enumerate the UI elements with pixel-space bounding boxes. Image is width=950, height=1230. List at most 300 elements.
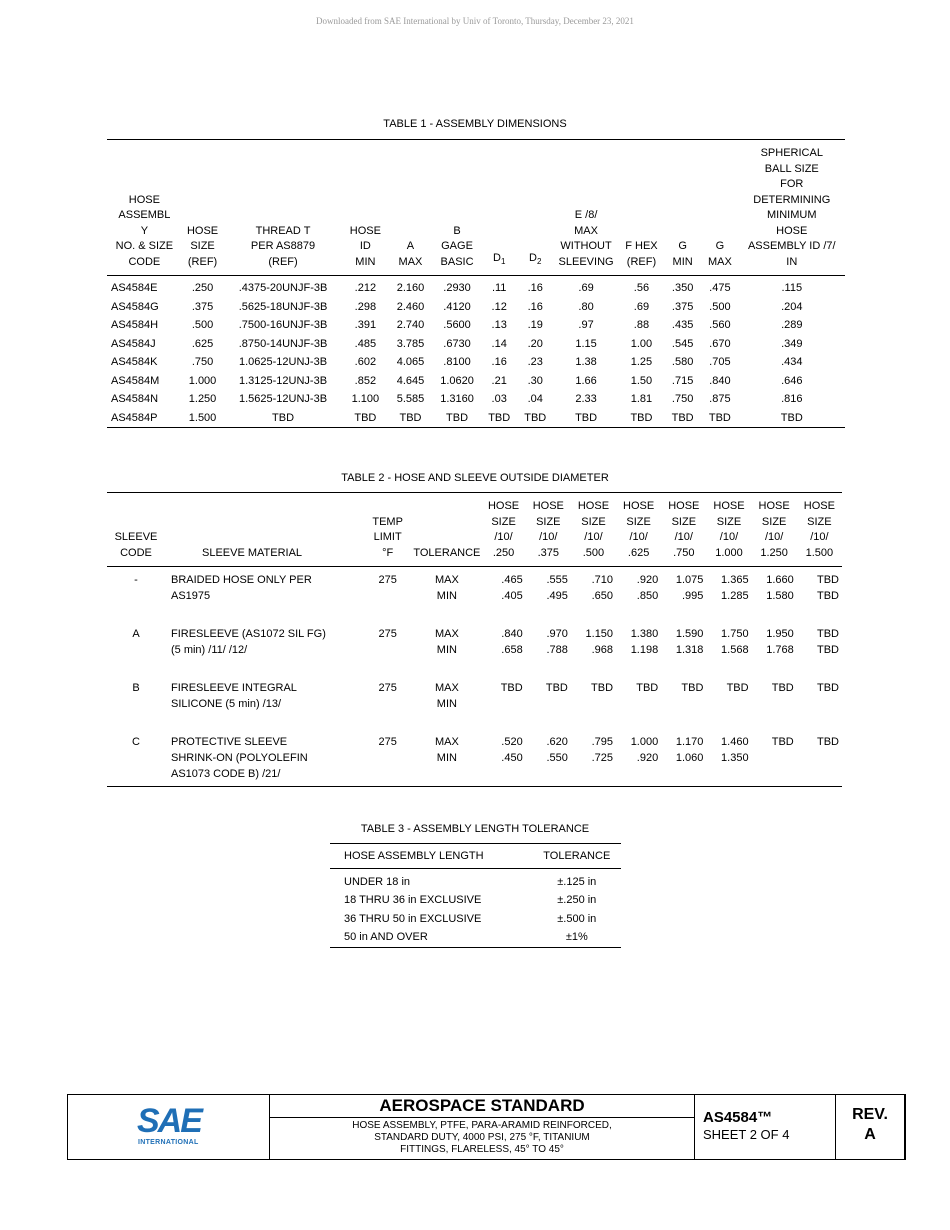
cell-line: MIN [436,698,457,710]
table-cell [571,621,616,675]
cell-line: 1.075 [675,574,704,586]
table-cell: 1.5625-12UNJ-3B [238,393,328,405]
table-cell: ±.500 in [557,912,597,925]
header-text: DETERMINING [753,193,831,206]
header-text: SIZE [581,515,606,528]
table-row [107,353,845,372]
cell-line: 1.170 [675,736,704,748]
cell-line: 1.380 [630,628,659,640]
cell-line: TBD [817,574,839,586]
cell-line: TBD [817,590,839,602]
table-row [107,567,842,622]
table-cell: .852 [354,374,377,387]
table-row [330,928,621,947]
cell-line: .968 [591,644,614,656]
cell-line: MAX [434,682,459,694]
table-cell: .12 [491,300,507,313]
cell-line: .995 [681,590,704,602]
cell-line: .788 [546,644,568,656]
header-text: HOSE [128,193,160,206]
table-cell [526,567,571,622]
header-text: .625 [627,546,650,559]
cell-line: TBD [681,682,704,694]
table-cell: TBD [671,411,694,424]
table-cell: 275 [378,574,397,586]
header-text: °F [382,546,394,559]
cell-line: .710 [591,574,614,586]
table-cell: 2.460 [396,300,425,313]
table1-header-cell [553,140,619,276]
table-cell [526,675,571,729]
header-text: HOSE [577,500,610,512]
table2-title: TABLE 2 - HOSE AND SLEEVE OUTSIDE DIAMETER [341,472,609,484]
table1-header-cell [701,140,738,276]
document-number-cell [695,1095,836,1159]
header-text: F HEX [625,240,658,252]
cell-line: TBD [591,682,614,694]
table-cell [752,729,797,787]
table1-header-cell [388,140,433,276]
table-cell: 1.0625-12UNJ-3B [238,356,328,368]
cell-line: TBD [817,644,839,656]
table-cell: .500 [191,319,214,331]
table1-header-cell [664,140,701,276]
header-text: SLEEVING [558,255,614,268]
table-cell: .298 [354,300,377,313]
table-cell: .485 [354,337,377,350]
cell-line: .555 [546,574,568,586]
header-text: ASSEMBLY ID /7/ [747,240,836,252]
cell-line: .450 [501,752,523,764]
header-text: B [453,224,461,237]
table-cell: AS4584E [111,282,158,294]
sheet-number: SHEET 2 OF 4 [703,1127,790,1142]
header-text: SIZE [761,515,787,528]
table-cell: .212 [354,282,377,294]
table-cell: TBD [630,411,653,424]
table-row [107,276,845,298]
table2-header-cell [571,493,616,567]
table-cell: .4375-20UNJF-3B [238,282,328,294]
header-text: .500 [582,546,605,559]
cell-line: .658 [501,644,523,656]
header-tolerance: TOLERANCE [543,850,611,862]
header-text: HOSE [623,500,655,512]
table-cell [706,729,751,787]
cell-line: 1.365 [721,574,749,586]
table1-header-cell [481,140,517,276]
table-cell: .840 [709,374,731,387]
table-cell [481,729,525,787]
header-text: MINIMUM [767,209,817,221]
table-cell [571,567,616,622]
table-cell [706,567,751,622]
table-cell [481,567,525,622]
table-cell: UNDER 18 in [344,876,411,888]
table-cell: .560 [709,319,731,331]
table-cell: B [132,682,140,694]
table1-header-cell [517,140,553,276]
cell-line: .850 [636,590,659,602]
cell-line: 1.590 [675,628,704,640]
cell-line: MAX [434,736,459,748]
header-text: LIMIT [373,531,402,543]
cell-line: .920 [636,752,659,764]
header-text: HOSE [532,500,564,512]
cell-line: AS1975 [170,590,211,602]
table-row [107,372,845,391]
header-text: /10/ [764,531,784,543]
cell-line: 1.198 [630,644,659,656]
cell-line: .725 [591,752,614,764]
header-text: /10/ [494,531,513,543]
header-text: THREAD T [255,224,311,237]
table-cell: .475 [709,282,731,294]
cell-line: .550 [546,752,568,764]
table-cell: .5625-18UNJF-3B [238,300,328,313]
cell-line: 1.285 [721,590,749,602]
table-cell: TBD [272,411,295,424]
header-text: HOSE [186,224,219,237]
table-cell: AS4584K [111,356,158,368]
header-text: SIZE [491,515,516,528]
cell-line: TBD [726,682,749,694]
table-cell [797,729,842,787]
table-cell: 1.100 [351,393,380,405]
table1-header-cell [182,140,224,276]
table-cell [661,567,706,622]
cell-line: MAX [434,574,459,586]
header-text: CODE [128,255,161,268]
table-cell: A [132,628,140,640]
cell-line: .795 [591,736,614,748]
table-cell: .88 [633,319,650,331]
table-cell: .580 [671,356,694,368]
document-number: AS4584™ [703,1109,773,1126]
table-cell: .16 [527,300,543,313]
cell-line: PROTECTIVE SLEEVE [170,736,288,748]
cell-line: TBD [545,682,568,694]
revision-value: A [864,1126,876,1143]
table-cell: .16 [491,356,507,368]
table-cell [616,621,661,675]
cell-line: 1.318 [675,644,704,656]
cell-line: TBD [817,736,839,748]
header-text: 1.500 [805,546,834,559]
table2-header-cell [107,493,165,567]
header-text: TOLERANCE [413,546,481,559]
header-text: .750 [673,546,695,559]
table-cell: .13 [491,319,507,331]
table-row [107,335,845,354]
cell-line: TBD [771,682,794,694]
cell-line: TBD [500,682,523,694]
cell-line: 1.580 [766,590,794,602]
header-text: SIZE [671,515,697,528]
table-row [107,298,845,317]
table-cell: TBD [708,411,731,424]
table-cell: .8100 [443,356,471,368]
table-cell: .705 [709,356,731,368]
table-cell: .875 [709,393,731,405]
table-cell: 1.50 [630,374,653,387]
table-row [330,869,621,892]
cell-line: .620 [546,736,568,748]
table-cell [165,729,363,787]
table-cell: 5.585 [396,393,425,405]
table-cell [165,567,363,622]
header-text: HOSE [803,500,835,512]
sae-logo [68,1095,270,1159]
header-text: /10/ [584,531,603,543]
title-block [67,1094,906,1160]
table1-header-cell [343,140,388,276]
table-cell: TBD [446,411,469,424]
cell-line: 1.350 [721,752,749,764]
table3-title: TABLE 3 - ASSEMBLY LENGTH TOLERANCE [360,823,590,835]
table-cell: 1.3160 [440,393,474,405]
header-text: A [406,240,415,252]
table-cell: .350 [671,282,694,294]
table-cell: .21 [491,374,507,387]
table-cell: .602 [354,356,377,368]
header-subscript: 1 [500,257,506,267]
table-cell: 275 [378,736,397,748]
cell-line: 1.000 [630,736,659,748]
table-cell: ±.125 in [557,876,597,888]
cell-line: 1.660 [766,574,794,586]
header-text: SIZE [626,515,651,528]
table-row [330,910,621,928]
header-text: SIZE [716,515,742,528]
table-cell [165,675,363,729]
table-cell [661,675,706,729]
cell-line: FIRESLEEVE (AS1072 SIL FG) [170,628,326,640]
table1-header-cell [107,140,182,276]
header-text: MAX [707,255,732,268]
table-cell [616,675,661,729]
table-row [107,316,845,335]
header-text: IN [786,255,798,268]
header-text: ASSEMBL [118,209,171,221]
table-cell: .250 [191,282,214,294]
cell-line: 1.460 [721,736,749,748]
table-cell: .204 [781,300,803,313]
table-cell: 1.15 [575,337,597,350]
table-cell: 50 in AND OVER [344,931,428,944]
header-text: /10/ [674,531,693,543]
table-cell: AS4584G [111,300,159,313]
header-text: HOSE [349,224,381,237]
table-cell: AS4584J [111,337,156,350]
header-text: (REF) [268,255,298,268]
download-watermark: Downloaded from SAE International by Univ of Toronto, Thursday, December 23, 2021 [316,16,634,26]
table-cell: .03 [491,393,507,405]
table-cell: .115 [781,282,803,294]
header-text: .250 [492,546,515,559]
table-cell: .375 [671,300,694,313]
header-text: 1.250 [760,546,788,559]
table-cell [797,621,842,675]
table-cell: 2.33 [575,393,597,405]
header-text: TEMP [372,515,403,528]
header-text: MIN [355,255,376,268]
table-cell: .04 [527,393,543,405]
table-cell: 1.25 [630,356,653,368]
table1-header-cell [223,140,342,276]
cell-line: .840 [501,628,523,640]
table-cell: .6730 [443,337,471,350]
cell-line: 1.750 [721,628,749,640]
table-cell: C [132,736,140,748]
table-cell: .625 [191,337,214,350]
table-cell: .30 [527,374,543,387]
table-cell: 36 THRU 50 in EXCLUSIVE [344,912,482,925]
cell-line: TBD [771,736,794,748]
header-text: CODE [120,546,152,559]
header-subscript: 2 [537,257,542,267]
table-row [330,891,621,909]
header-text: Y [140,224,149,237]
header-text: MAX [398,255,423,268]
table-cell: .816 [781,393,803,405]
table-row [107,729,842,787]
table-cell: .56 [633,282,650,294]
hose-sleeve-diameter-table [107,492,842,787]
table-cell: .435 [671,319,694,331]
table-cell: TBD [575,411,598,424]
table-cell: .19 [527,319,543,331]
header-text: SPHERICAL [760,147,823,159]
table-cell: .289 [781,319,803,331]
table-cell: .545 [671,337,694,350]
cell-line: SHRINK-ON (POLYOLEFIN [170,752,308,764]
cell-line: 1.768 [766,644,794,656]
table1-header-cell [619,140,664,276]
table-cell: .2930 [443,282,471,294]
header-text: (REF) [187,255,218,268]
table-cell: 4.645 [396,374,425,387]
table-cell [752,621,797,675]
header-text: WITHOUT [560,240,612,252]
header-text: SIZE [190,240,215,252]
table-cell: TBD [399,411,422,424]
cell-line: AS1073 CODE B) /21/ [170,768,281,780]
table-cell: 1.00 [630,337,653,350]
table-cell: 1.66 [575,374,597,387]
table-cell: 1.3125-12UNJ-3B [238,374,328,387]
table-cell: .750 [191,356,214,368]
table-cell: .434 [781,356,803,368]
cell-line: TBD [817,628,839,640]
table-cell: .5600 [443,319,471,331]
table-cell: .750 [671,393,694,405]
sae-logo-mark: SAE [137,1102,201,1140]
header-text: HOSE [668,500,700,512]
table1-header-cell [433,140,481,276]
table-cell: TBD [488,411,511,424]
cell-line: .920 [636,574,659,586]
table-cell [412,621,481,675]
cell-line: 1.568 [721,644,749,656]
header-text: D [529,252,537,265]
cell-line: .650 [591,590,614,602]
cell-line: TBD [817,682,839,694]
title-block-description [270,1095,695,1159]
table2-header-cell [412,493,481,567]
cell-line: .520 [501,736,523,748]
table-cell: AS4584N [111,393,159,405]
table-cell: 1.81 [630,393,653,405]
revision-label: REV. [852,1106,888,1123]
header-text: /10/ [629,531,648,543]
table2-header-cell [661,493,706,567]
table-cell [752,675,797,729]
header-text: BALL SIZE [764,162,819,175]
header-text: G [678,240,687,252]
header-text: PER AS8879 [250,240,316,252]
table2-header-cell [526,493,571,567]
table-cell: 2.160 [396,282,425,294]
table-cell: .11 [491,282,507,294]
table-cell: - [134,574,138,586]
table-cell [481,675,525,729]
standard-heading: AEROSPACE STANDARD [270,1095,694,1118]
description-line: HOSE ASSEMBLY, PTFE, PARA-ARAMID REINFORCED, [352,1120,612,1131]
table-cell: .646 [781,374,803,387]
header-text: .375 [537,546,559,559]
table-cell: .69 [633,300,650,313]
length-tolerance-table [330,843,621,948]
table-cell [412,675,481,729]
table-cell: AS4584H [111,319,159,331]
cell-line: 1.150 [585,628,614,640]
table-cell: .670 [709,337,731,350]
description-line: STANDARD DUTY, 4000 PSI, 275 °F, TITANIUM [374,1132,590,1143]
table-cell [797,675,842,729]
cell-line: 1.060 [675,752,704,764]
table1-header-cell [739,140,845,276]
table-cell [526,729,571,787]
table-row [107,409,845,428]
cell-line: .970 [546,628,568,640]
cell-line: MIN [436,644,457,656]
cell-line: .405 [501,590,523,602]
cell-line: .495 [546,590,568,602]
table-cell: .69 [578,282,594,294]
table2-header-cell [481,493,525,567]
table2-header-cell [752,493,797,567]
table-cell [706,675,751,729]
header-text: SIZE [536,515,561,528]
table-cell: .16 [527,282,543,294]
table-cell [571,675,616,729]
table-cell: .4120 [443,300,471,313]
table-cell [797,567,842,622]
table-cell: TBD [354,411,377,424]
header-text: /10/ [719,531,739,543]
header-text: /10/ [810,531,829,543]
cell-line: BRAIDED HOSE ONLY PER [170,574,312,586]
table-cell: .8750-14UNJF-3B [238,337,328,350]
table-row [107,621,842,675]
cell-line: MAX [434,628,459,640]
header-text: FOR [780,178,804,190]
cell-line: TBD [636,682,659,694]
table-cell: 2.740 [396,319,425,331]
table2-header-cell [706,493,751,567]
header-text: E /8/ [574,209,598,221]
